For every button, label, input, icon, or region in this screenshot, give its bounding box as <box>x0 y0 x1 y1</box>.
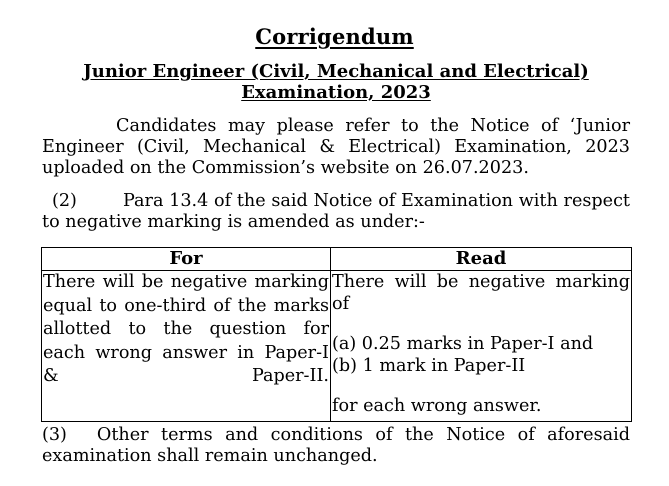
column-header-for: For <box>42 248 331 271</box>
read-item-b: (b) 1 mark in Paper-II <box>332 356 526 376</box>
amendment-table <box>41 247 632 422</box>
paragraph-3-number: (3) <box>42 425 67 445</box>
read-item-a: (a) 0.25 marks in Paper-I and <box>332 334 594 354</box>
subtitle-line-2: Examination, 2023 <box>241 82 431 103</box>
paragraph-2 <box>42 191 630 233</box>
read-text-intro: There will be negative marking of <box>332 272 630 314</box>
cell-for-text: There will be negative marking equal to one-third of the marks allotted to the question for each wrong answer in Paper-I & Paper-II. <box>42 271 331 422</box>
table-row <box>42 271 632 422</box>
column-header-read: Read <box>331 248 632 271</box>
paragraph-3-text: Other terms and conditions of the Notice of aforesaid examination shall remain unchanged. <box>42 425 630 466</box>
subtitle-line-1: Junior Engineer (Civil, Mechanical and Electrical) <box>83 61 589 82</box>
read-footer: for each wrong answer. <box>332 396 542 416</box>
paragraph-2-text: Para 13.4 of the said Notice of Examination with respect to negative marking is amended as under:- <box>42 191 630 232</box>
document-subtitle <box>44 61 628 103</box>
table-header-row <box>42 248 632 271</box>
paragraph-1: Candidates may please refer to the Notice of ‘Junior Engineer (Civil, Mechanical & Electrical) Examination, 2023 uploaded on the Commission’s website on 26.07.2023. <box>42 116 630 178</box>
document-title: Corrigendum <box>255 24 414 49</box>
cell-read <box>331 271 632 422</box>
paragraph-2-number: (2) <box>52 191 77 211</box>
paragraph-3 <box>42 425 630 467</box>
